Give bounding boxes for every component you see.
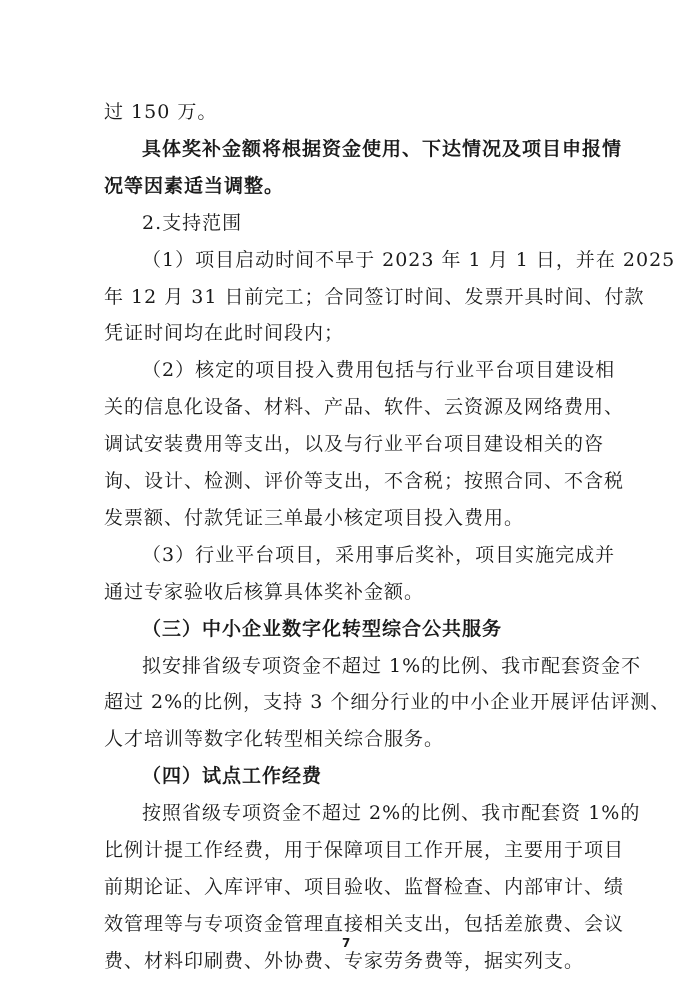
- text-line: （2）核定的项目投入费用包括与行业平台项目建设相: [142, 359, 616, 382]
- text-line: 人才培训等数字化转型相关综合服务。: [104, 728, 445, 751]
- text-line: 具体奖补金额将根据资金使用、下达情况及项目申报情: [142, 137, 623, 160]
- text-line: 询、设计、检测、评价等支出，不含税；按照合同、不含税: [104, 470, 625, 492]
- text-line: 发票额、付款凭证三单最小核定项目投入费用。: [104, 506, 525, 529]
- text-line: 年 12 月 31 日前完工；合同签订时间、发票开具时间、付款: [104, 285, 645, 308]
- text-line: 况等因素适当调整。: [104, 174, 285, 197]
- text-line: 拟安排省级专项资金不超过 1%的比例、我市配套资金不: [142, 654, 642, 677]
- text-line: 效管理等与专项资金管理直接相关支出，包括差旅费、会议: [104, 912, 625, 935]
- text-line: 比例计提工作经费，用于保障项目工作开展，主要用于项目: [104, 839, 625, 861]
- text-line: 费、材料印刷费、外协费、专家劳务费等，据实列支。: [104, 949, 585, 972]
- page-number: 7: [342, 936, 351, 950]
- text-line: （三）中小企业数字化转型综合公共服务: [142, 617, 503, 640]
- text-line: （1）项目启动时间不早于 2023 年 1 月 1 日，并在 2025: [142, 248, 676, 271]
- text-line: 凭证时间均在此时间段内；: [104, 322, 345, 345]
- text-line: 按照省级专项资金不超过 2%的比例、我市配套资 1%的: [142, 802, 641, 825]
- text-line: 关的信息化设备、材料、产品、软件、云资源及网络费用、: [104, 396, 625, 419]
- text-line: 通过专家验收后核算具体奖补金额。: [104, 580, 425, 603]
- text-line: 超过 2%的比例，支持 3 个细分行业的中小企业开展评估评测、: [104, 691, 671, 714]
- text-line: （3）行业平台项目，采用事后奖补，项目实施完成并: [142, 543, 616, 566]
- text-line: 前期论证、入库评审、项目验收、监督检查、内部审计、绩: [104, 875, 625, 898]
- text-line: 2.支持范围: [142, 211, 243, 234]
- text-line: 调试安装费用等支出，以及与行业平台项目建设相关的咨: [104, 433, 605, 456]
- text-line: 过 150 万。: [104, 101, 218, 123]
- text-line: （四）试点工作经费: [142, 765, 323, 788]
